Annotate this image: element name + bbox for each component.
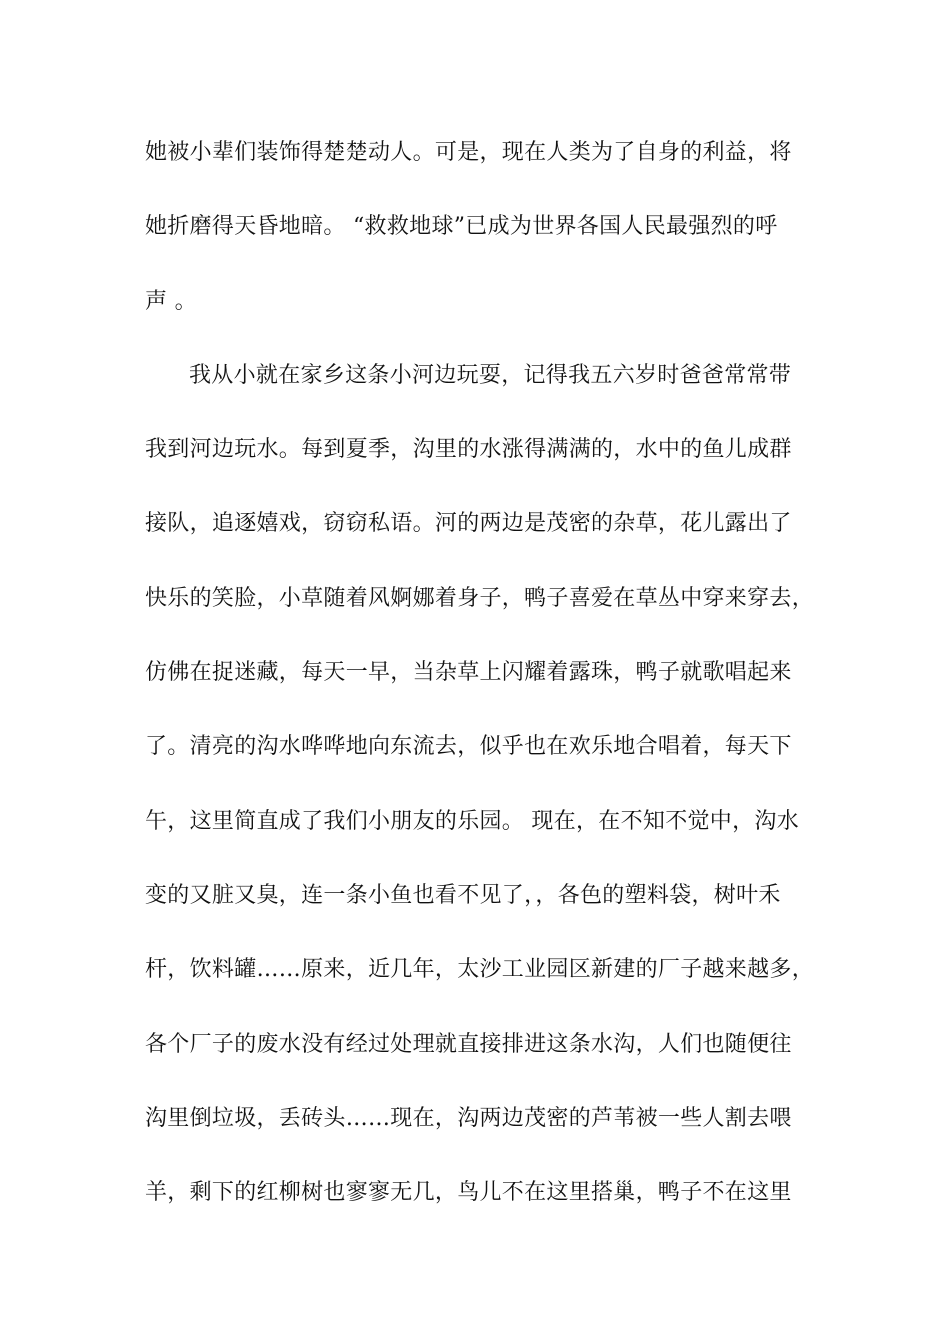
text-line: 沟里倒垃圾，丢砖头……现在，沟两边茂密的芦苇被一些人割去喂 [145, 1105, 792, 1131]
text-line: 杆，饮料罐……原来，近几年，太沙工业园区新建的厂子越来越多， [145, 957, 815, 983]
text-line: 各个厂子的废水没有经过处理就直接排进这条水沟，人们也随便往 [145, 1031, 792, 1057]
text-line: 接队，追逐嬉戏，窃窃私语。河的两边是茂密的杂草，花儿露出了 [145, 511, 792, 537]
text-line: 午，这里简直成了我们小朋友的乐园。 现在，在不知不觉中，沟水 [145, 808, 799, 834]
text-line: 了。清亮的沟水哗哗地向东流去，似乎也在欢乐地合唱着，每天下 [145, 734, 792, 760]
text-line: 声 。 [145, 288, 197, 314]
text-line: 她被小辈们装饰得楚楚动人。可是，现在人类为了自身的利益，将 [145, 140, 792, 165]
body-text [145, 131, 815, 1245]
paragraph-first-line: 我从小就在家乡这条小河边玩耍，记得我五六岁时爸爸常常带 [189, 362, 792, 388]
text-line: 仿佛在捉迷藏，每天一早，当杂草上闪耀着露珠，鸭子就歌唱起来 [145, 660, 792, 686]
text-line: 羊，剩下的红柳树也寥寥无几，鸟儿不在这里搭巢，鸭子不在这里 [145, 1180, 792, 1206]
text-line: 她折磨得天昏地暗。 “救救地球”已成为世界各国人民最强烈的呼 [145, 214, 778, 240]
text-line: 变的又脏又臭，连一条小鱼也看不见了，，各色的塑料袋，树叶禾 [145, 882, 781, 908]
text-line: 快乐的笑脸，小草随着风婀娜着身子，鸭子喜爱在草丛中穿来穿去， [145, 585, 815, 611]
text-line: 我到河边玩水。每到夏季，沟里的水涨得满满的，水中的鱼儿成群 [145, 437, 792, 463]
